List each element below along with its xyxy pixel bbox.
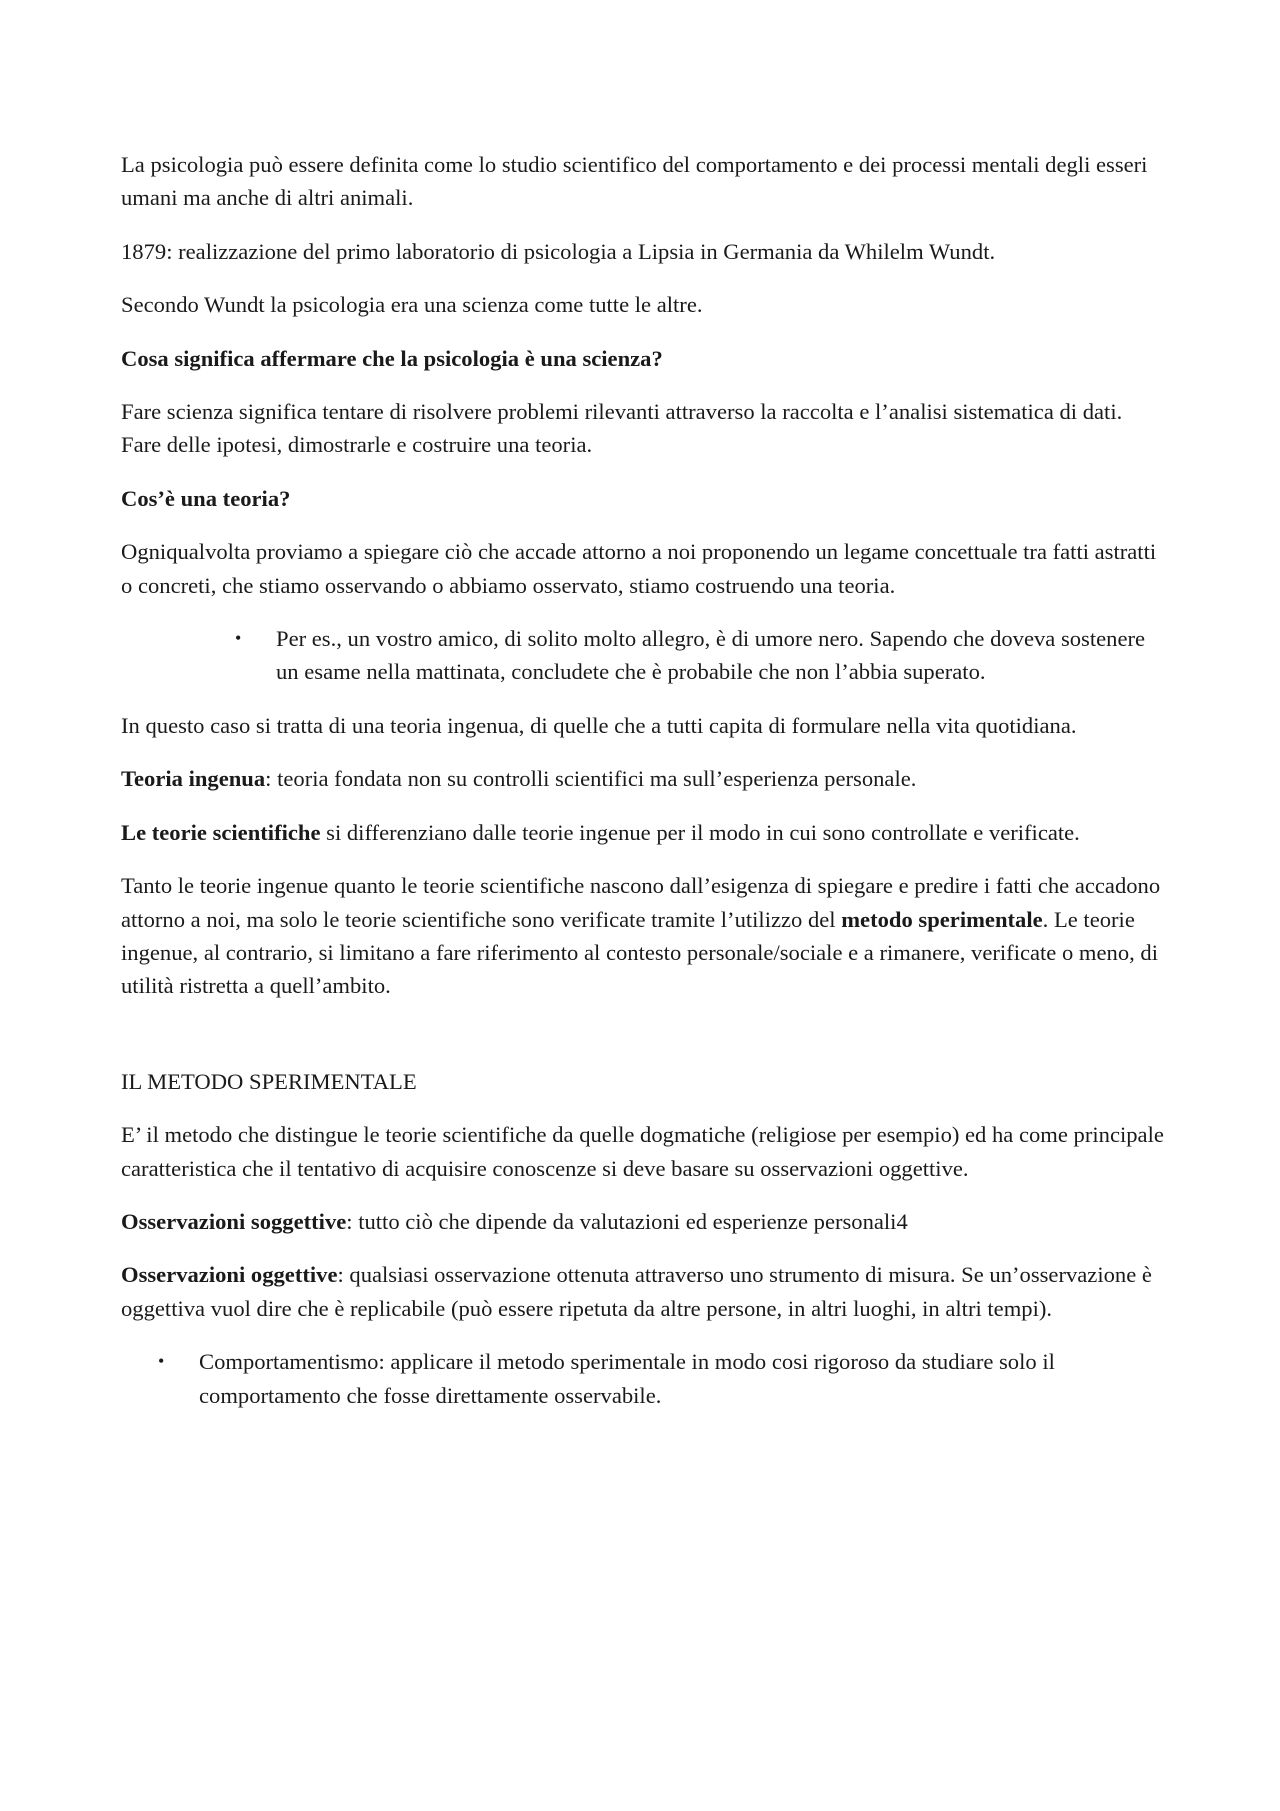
- list-item-example-text: Per es., un vostro amico, di solito molto allegro, è di umore nero. Sapendo che doveva sostenere un esame nella mattinata, concludete che è probabile che non l’abbia superato.: [276, 626, 1146, 685]
- list-item-behaviorism: [121, 1345, 1166, 1412]
- paragraph-wundt-science: Secondo Wundt la psicologia era una scienza come tutte le altre.: [121, 292, 703, 318]
- term-scientific-theories: Le teorie scientifiche: [121, 819, 321, 845]
- scientific-theories-text: si differenziano dalle teorie ingenue per il modo in cui sono controllate e verificate.: [320, 819, 1080, 845]
- paragraph-naive-theory: In questo caso si tratta di una teoria ingenua, di quelle che a tutti capita di formulare nella vita quotidiana.: [121, 712, 1077, 738]
- question-theory: [121, 482, 1166, 515]
- paragraph-scientific-theories: [121, 816, 1166, 849]
- question-theory-text: Cos’è una teoria?: [121, 485, 291, 511]
- paragraph-doing-science: Fare scienza significa tentare di risolvere problemi rilevanti attraverso la raccolta e l’analisi sistematica di dati. Fare delle ipotesi, dimostrarle e costruire una teoria.: [121, 399, 1123, 458]
- question-science: [121, 342, 1166, 375]
- paragraph-objective: [121, 1258, 1166, 1325]
- term-naive-theory: Teoria ingenua: [121, 766, 266, 792]
- term-objective: Osservazioni oggettive: [121, 1262, 338, 1288]
- naive-definition-text: : teoria fondata non su controlli scientifici ma sull’esperienza personale.: [265, 766, 917, 792]
- objective-text: : qualsiasi osservazione ottenuta attraverso uno strumento di misura. Se un’osservazione è oggettiva vuol dire che è replicabile (può essere ripetuta da altre persone, in altri luoghi, in altri tempi).: [121, 1262, 1152, 1321]
- paragraph-naive-definition: [121, 762, 1166, 795]
- paragraph-subjective: [121, 1205, 1166, 1238]
- term-experimental-method: metodo sperimentale: [841, 906, 1043, 932]
- bullet-icon: •: [158, 1351, 165, 1372]
- term-subjective: Osservazioni soggettive: [121, 1208, 347, 1234]
- comparison-text-start: Tanto le teorie ingenue quanto le teorie scientifiche nascono dall’esigenza di spiegare e predire i fatti che accadono attorno a noi, ma solo le teorie scientifiche sono verificate tramite l’utilizzo del: [121, 873, 1161, 932]
- list-item-example: [121, 622, 1166, 689]
- document-body: [121, 148, 1166, 1432]
- comparison-text-end: . Le teorie ingenue, al contrario, si limitano a fare riferimento al contesto personale/sociale e a rimanere, verificate o meno, di utilità ristretta a quell’ambito.: [121, 906, 1158, 999]
- paragraph-comparison: [121, 869, 1166, 1003]
- paragraph-method-description: E’ il metodo che distingue le teorie scientifiche da quelle dogmatiche (religiose per esempio) ed ha come principale caratteristica che il tentativo di acquisire conoscenze si deve basare su osservazioni oggettive.: [121, 1122, 1164, 1181]
- paragraph-theory: Ogniqualvolta proviamo a spiegare ciò che accade attorno a noi proponendo un legame concettuale tra fatti astratti o concreti, che stiamo osservando o abbiamo osservato, stiamo costruendo una teoria.: [121, 539, 1157, 598]
- list-item-behaviorism-text: Comportamentismo: applicare il metodo sperimentale in modo cosi rigoroso da studiare solo il comportamento che fosse direttamente osservabile.: [199, 1349, 1055, 1408]
- subjective-text: : tutto ciò che dipende da valutazioni ed esperienze personali4: [346, 1208, 908, 1234]
- bullet-icon: •: [235, 628, 242, 649]
- paragraph-definition: La psicologia può essere definita come lo studio scientifico del comportamento e dei processi mentali degli esseri umani ma anche di altri animali.: [121, 152, 1148, 211]
- paragraph-wundt-lab: 1879: realizzazione del primo laboratorio di psicologia a Lipsia in Germania da Whilelm Wundt.: [121, 238, 996, 264]
- section-heading: IL METODO SPERIMENTALE: [121, 1068, 417, 1094]
- question-science-text: Cosa significa affermare che la psicologia è una scienza?: [121, 345, 663, 371]
